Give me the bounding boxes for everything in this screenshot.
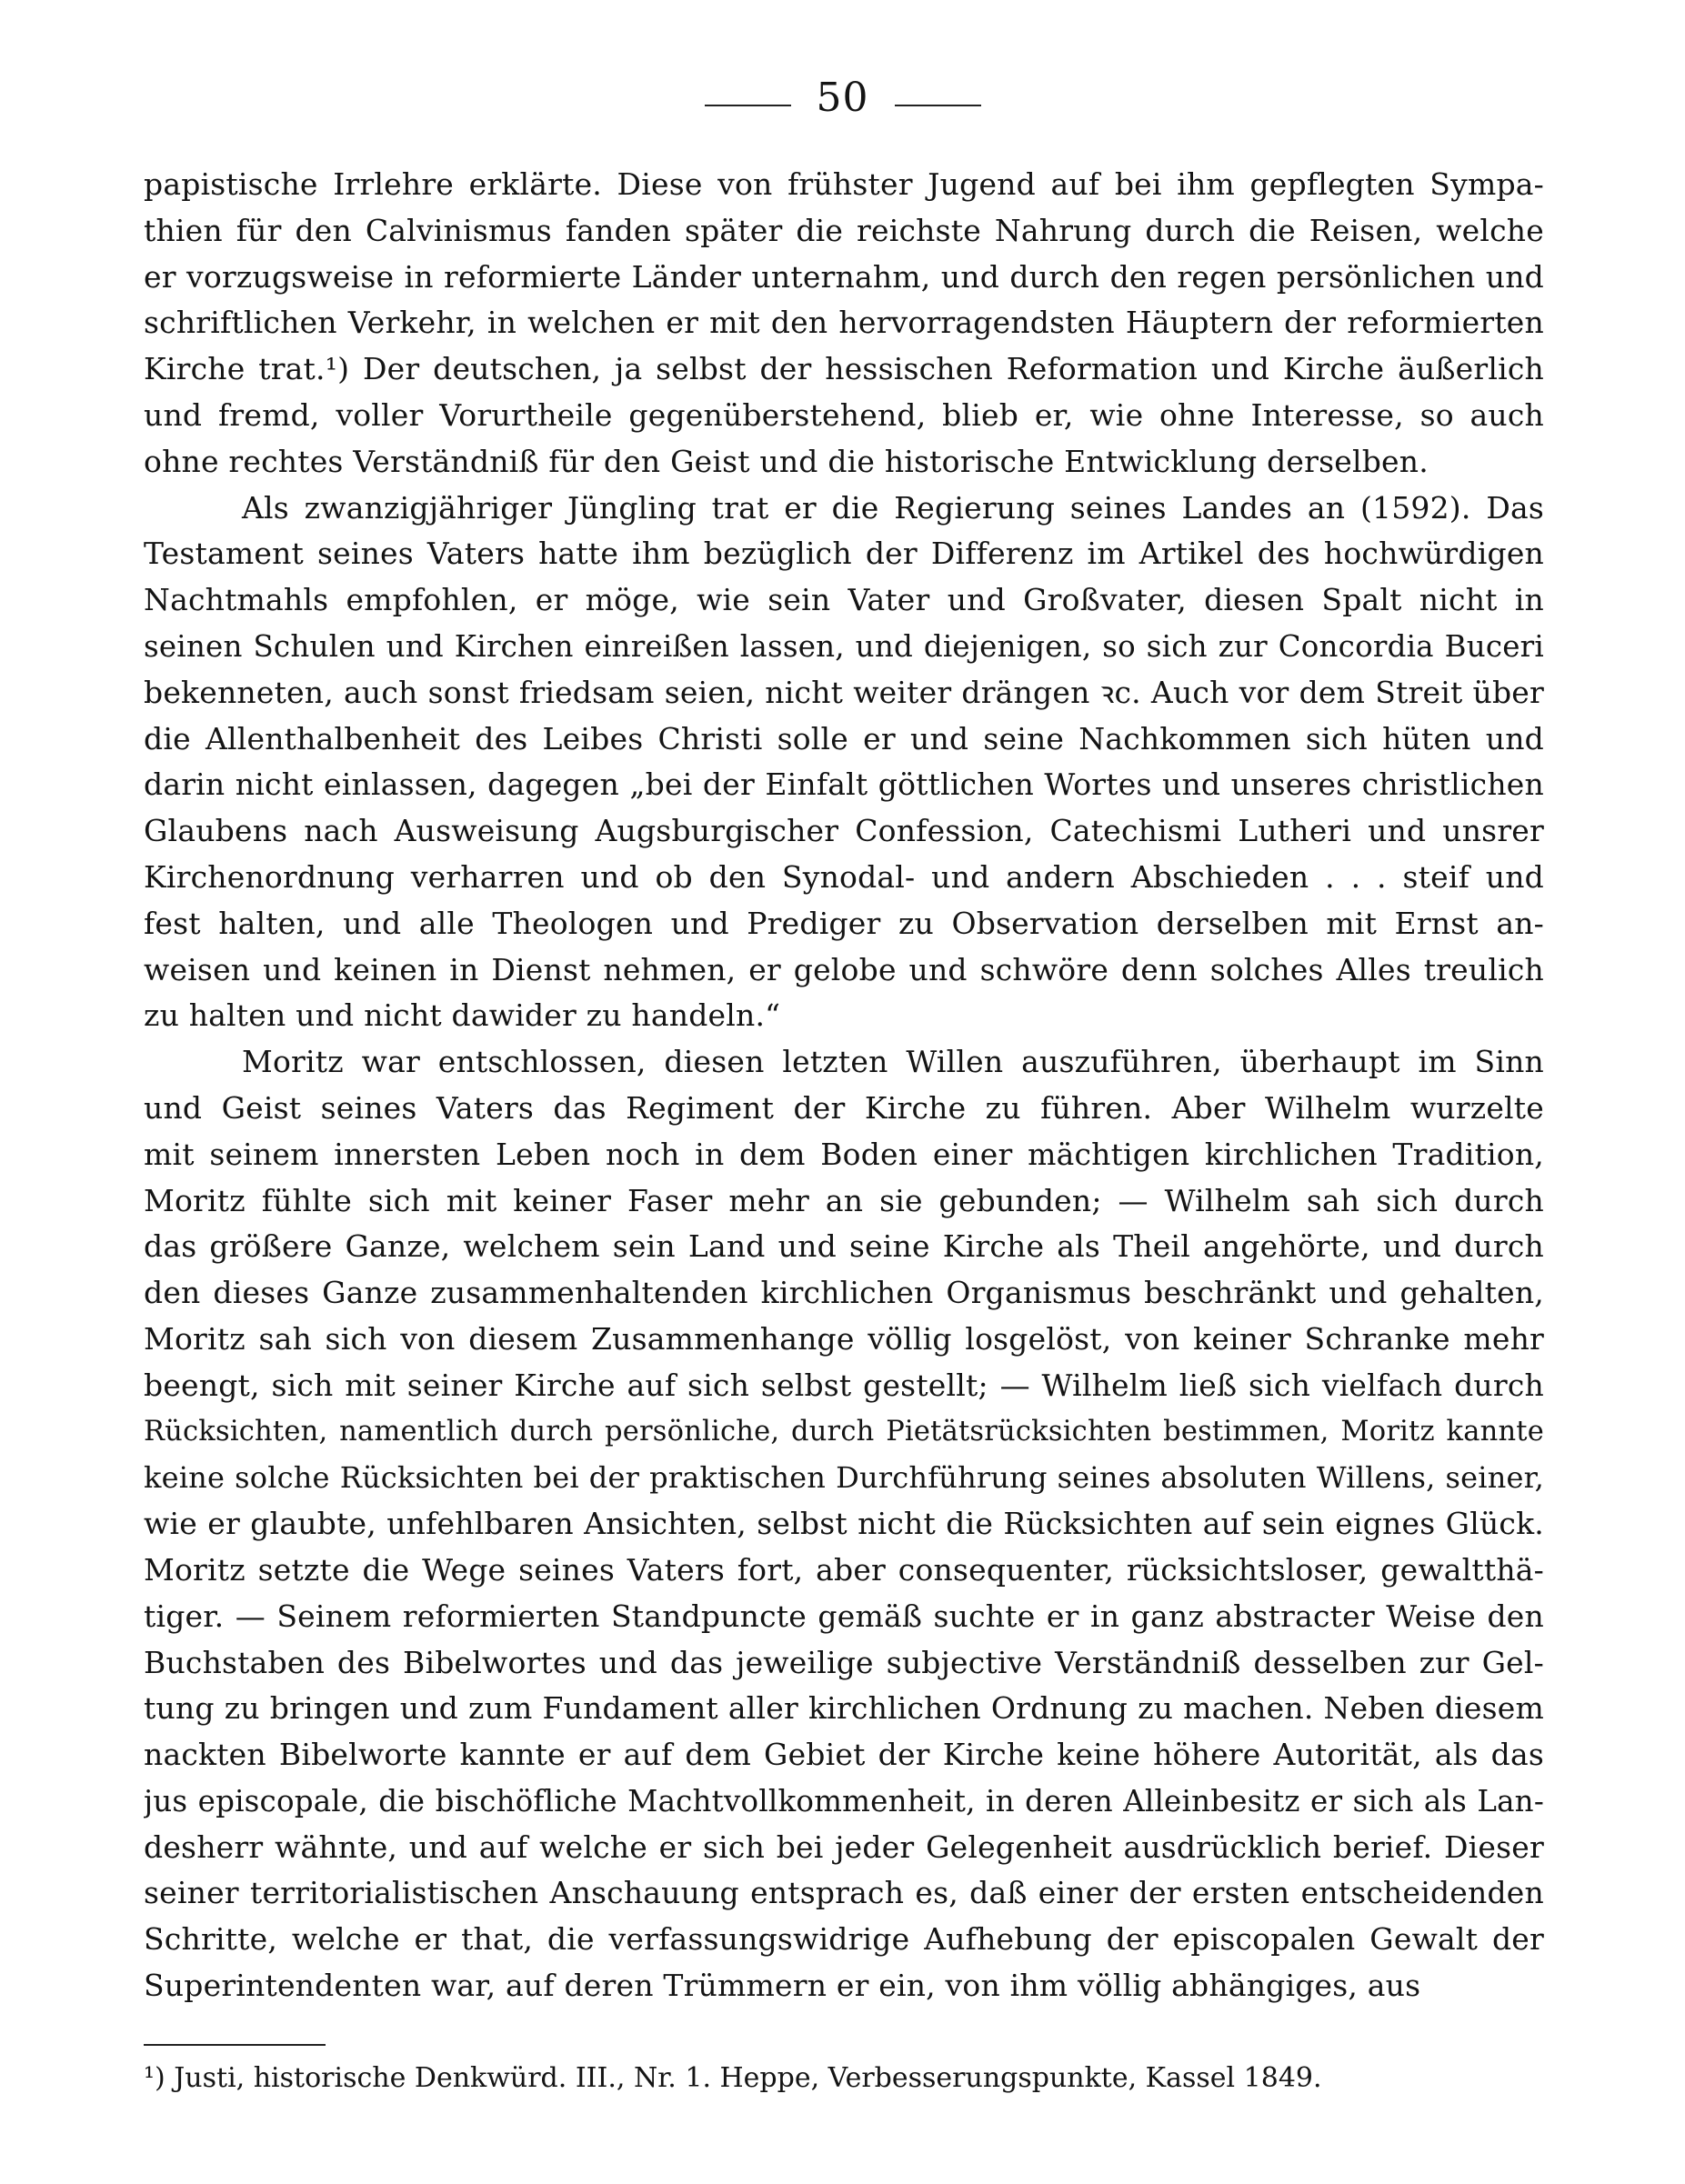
text-line: und Geist seines Vaters das Regiment der Kirche zu führen. Aber Wilhelm wurzelte — [144, 1089, 1544, 1126]
text-line: Rücksichten, namentlich durch persönliche, durch Pietätsrücksichten bestimmen, Moritz kannte — [144, 1415, 1544, 1448]
text-line: tung zu bringen und zum Fundament aller kirchlichen Ordnung zu machen. Neben diesem — [144, 1690, 1544, 1727]
page-number: 50 — [816, 75, 869, 121]
header-rule-left — [705, 105, 791, 106]
text-line: Moritz fühlte sich mit keiner Faser mehr an sie gebunden; — Wilhelm sah sich durch — [144, 1182, 1544, 1218]
text-line: nackten Bibelworte kannte er auf dem Gebiet der Kirche keine höhere Autorität, als das — [144, 1737, 1544, 1773]
text-line: darin nicht einlassen, dagegen „bei der Einfalt göttlichen Wortes und unseres christlichen — [144, 766, 1544, 803]
text-line: keine solche Rücksichten bei der praktischen Durchführung seines absoluten Willens, seiner, — [144, 1460, 1544, 1496]
text-line: Schritte, welche er that, die verfassungswidrige Aufhebung der episcopalen Gewalt der — [144, 1921, 1544, 1958]
text-line: Buchstaben des Bibelwortes und das jeweilige subjective Verständniß desselben zur Gel- — [144, 1644, 1544, 1680]
text-line: und fremd, voller Vorurtheile gegenüberstehend, blieb er, wie ohne Interesse, so auch — [144, 396, 1544, 433]
text-line: thien für den Calvinismus fanden später die reichste Nahrung durch die Reisen, welche — [144, 212, 1544, 248]
text-line: desherr wähnte, und auf welche er sich bei jeder Gelegenheit ausdrücklich berief. Dieser — [144, 1828, 1544, 1865]
header-rule-right — [895, 105, 981, 106]
footnote-rule — [144, 2044, 326, 2046]
page-header — [0, 71, 1685, 125]
text-line: Kirche trat.¹) Der deutschen, ja selbst der hessischen Reformation und Kirche äußerlich — [144, 351, 1544, 387]
text-line: tiger. — Seinem reformierten Standpuncte gemäß suchte er in ganz abstracter Weise den — [144, 1598, 1544, 1634]
text-line: die Allenthalbenheit des Leibes Christi solle er und seine Nachkommen sich hüten und — [144, 720, 1544, 756]
paragraph — [144, 1039, 1544, 2009]
text-line: Kirchenordnung verharren und ob den Synodal- und andern Abschieden . . . steif und — [144, 858, 1544, 895]
text-line: ohne rechtes Verständniß für den Geist und die historische Entwicklung derselben. — [144, 443, 1429, 479]
text-line: Testament seines Vaters hatte ihm bezüglich der Differenz im Artikel des hochwürdigen — [144, 536, 1544, 572]
footnote: ¹) Justi, historische Denkwürd. III., Nr. 1. Heppe, Verbesserungspunkte, Kassel 1849. — [144, 2062, 1322, 2094]
text-line: Superintendenten war, auf deren Trümmern er ein, von ihm völlig abhängiges, aus — [144, 1968, 1421, 2004]
text-line: das größere Ganze, welchem sein Land und seine Kirche als Theil angehörte, und durch — [144, 1228, 1544, 1265]
text-line: den dieses Ganze zusammenhaltenden kirchlichen Organismus beschränkt und gehalten, — [144, 1275, 1544, 1311]
text-line: papistische Irrlehre erklärte. Diese von frühster Jugend auf bei ihm gepflegten Sympa- — [144, 166, 1544, 202]
text-line: Als zwanzigjähriger Jüngling trat er die Regierung seines Landes an (1592). Das — [242, 489, 1544, 526]
text-line: jus episcopale, die bischöfliche Machtvollkommenheit, in deren Alleinbesitz er sich als Lan- — [144, 1783, 1544, 1818]
text-line: er vorzugsweise in reformierte Länder unternahm, und durch den regen persönlichen und — [144, 258, 1544, 295]
text-line: zu halten und nicht dawider zu handeln.“ — [144, 997, 781, 1034]
text-line: seinen Schulen und Kirchen einreißen lassen, und diejenigen, so sich zur Concordia Buceri — [144, 628, 1544, 664]
paragraph — [144, 486, 1544, 1040]
text-line: Moritz war entschlossen, diesen letzten Willen auszuführen, überhaupt im Sinn — [242, 1044, 1544, 1080]
body-text — [144, 162, 1544, 2009]
text-line: Moritz setzte die Wege seines Vaters fort, aber consequenter, rücksichtsloser, gewaltthä- — [144, 1551, 1544, 1588]
text-line: seiner territorialistischen Anschauung entsprach es, daß einer der ersten entscheidenden — [144, 1875, 1544, 1911]
text-line: Nachtmahls empfohlen, er möge, wie sein Vater und Großvater, diesen Spalt nicht in — [144, 582, 1544, 618]
text-line: bekenneten, auch sonst friedsam seien, nicht weiter drängen ꝛc. Auch vor dem Streit über — [144, 674, 1544, 710]
text-line: schriftlichen Verkehr, in welchen er mit den hervorragendsten Häuptern der reformierten — [144, 305, 1544, 341]
text-line: beengt, sich mit seiner Kirche auf sich selbst gestellt; — Wilhelm ließ sich vielfach durch — [144, 1367, 1544, 1403]
text-line: mit seinem innersten Leben noch in dem Boden einer mächtigen kirchlichen Tradition, — [144, 1136, 1544, 1172]
text-line: wie er glaubte, unfehlbaren Ansichten, selbst nicht die Rücksichten auf sein eignes Glück. — [144, 1506, 1544, 1542]
text-line: Moritz sah sich von diesem Zusammenhange völlig losgelöst, von keiner Schranke mehr — [144, 1320, 1544, 1357]
text-line: Glaubens nach Ausweisung Augsburgischer Confession, Catechismi Lutheri und unsrer — [144, 813, 1544, 849]
paragraph — [144, 162, 1544, 486]
text-line: fest halten, und alle Theologen und Prediger zu Observation derselben mit Ernst an- — [144, 905, 1544, 941]
text-line: weisen und keinen in Dienst nehmen, er gelobe und schwöre denn solches Alles treulich — [144, 951, 1544, 987]
